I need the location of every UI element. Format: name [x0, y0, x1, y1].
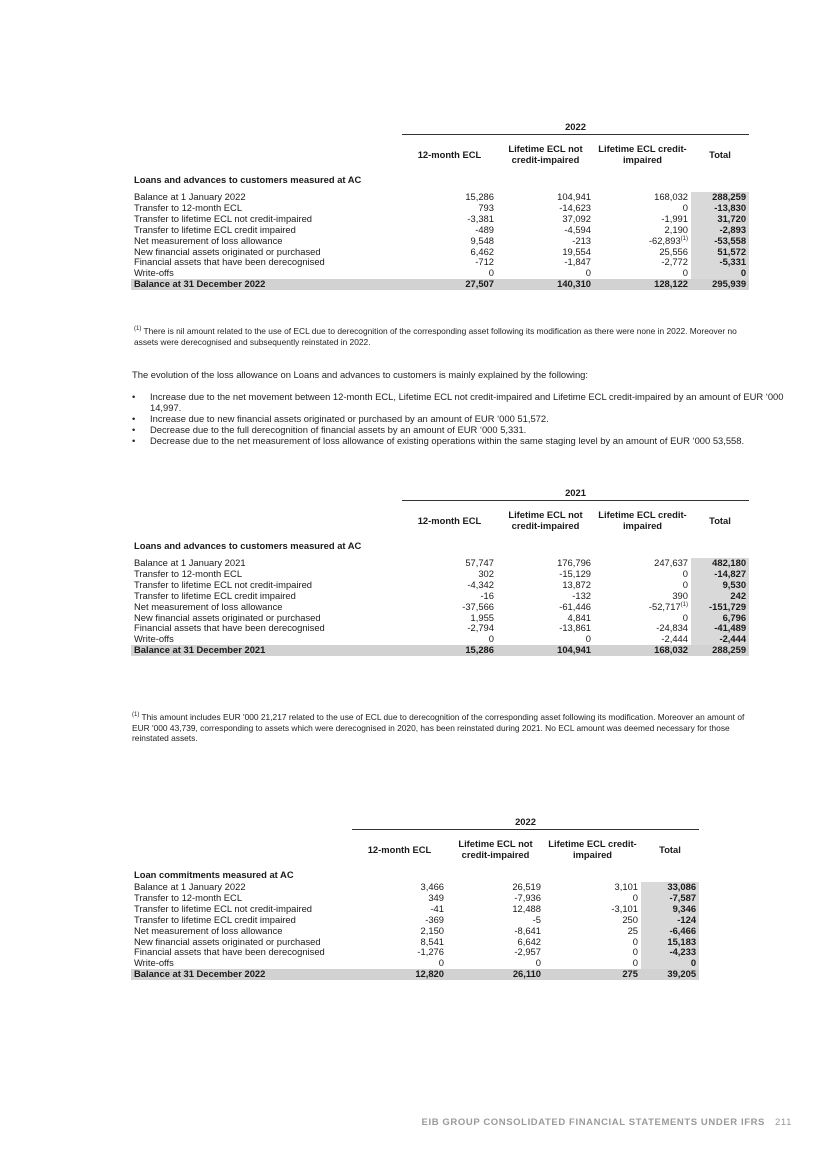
- row-label: New financial assets originated or purchased: [134, 611, 321, 623]
- row-label: Balance at 1 January 2022: [134, 881, 246, 892]
- cell-lt-impaired: -2,772: [661, 256, 688, 268]
- row-label: Balance at 1 January 2021: [134, 557, 246, 568]
- list-item: • Decrease due to the full derecognition of financial assets by an amount of EUR ‘000 5,331.: [132, 424, 787, 435]
- col-header-lifetime-not-impaired: Lifetime ECL not credit-impaired: [458, 838, 533, 860]
- cell-lt-impaired: -2,444: [661, 633, 688, 645]
- cell-lt-not-impaired: -4,594: [564, 223, 591, 235]
- cell-12m: 349: [428, 891, 444, 903]
- cell-total: 295,939: [691, 279, 749, 290]
- cell-lt-not-impaired: 4,841: [567, 611, 591, 623]
- cell-12m: 8,541: [420, 935, 444, 947]
- cell-lt-not-impaired: 26,110: [447, 969, 544, 980]
- col-header-12-month-ecl: 12-month ECL: [417, 148, 482, 160]
- cell-lt-not-impaired: 12,488: [512, 902, 541, 914]
- cell-12m: 0: [488, 267, 494, 279]
- cell-lt-not-impaired: 0: [585, 633, 591, 645]
- cell-total: -2,444: [691, 634, 749, 645]
- row-label: Write-offs: [134, 957, 174, 969]
- table1-footnote: [134, 326, 749, 347]
- cell-total: 39,205: [641, 969, 699, 980]
- cell-total: -2,893: [691, 225, 749, 236]
- list-item: • Increase due to new financial assets originated or purchased by an amount of EUR ‘000 51,572.: [132, 413, 787, 424]
- cell-lt-impaired: 3,101: [614, 881, 638, 892]
- row-label: Transfer to lifetime ECL not credit-impaired: [134, 212, 313, 224]
- cell-lt-impaired: 0: [632, 946, 638, 958]
- cell-total: 288,259: [691, 645, 749, 656]
- cell-lt-not-impaired: -213: [572, 234, 591, 246]
- cell-lt-not-impaired: -8,641: [514, 924, 541, 936]
- cell-total: 9,346: [641, 904, 699, 915]
- col-header-lifetime-impaired: Lifetime ECL credit-impaired: [598, 509, 687, 531]
- cell-12m: -16: [480, 589, 494, 601]
- section-title: Loans and advances to customers measured at AC: [134, 539, 362, 551]
- cell-12m: 6,462: [470, 245, 494, 257]
- cell-lt-not-impaired: -14,623: [559, 201, 591, 213]
- col-header-total: Total: [709, 514, 731, 526]
- cell-total: 31,720: [691, 214, 749, 225]
- cell-total: -4,233: [641, 947, 699, 958]
- cell-12m: -41: [430, 902, 444, 914]
- cell-lt-not-impaired: 6,642: [517, 935, 541, 947]
- cell-lt-impaired: -24,834: [656, 622, 688, 634]
- row-label: Financial assets that have been derecognised: [134, 256, 325, 268]
- row-label: Financial assets that have been derecognised: [134, 946, 325, 958]
- footer-title: EIB GROUP CONSOLIDATED FINANCIAL STATEMENTS UNDER IFRS: [421, 1117, 765, 1128]
- cell-12m: 0: [488, 633, 494, 645]
- table-row: [131, 926, 699, 937]
- list-item: • Decrease due to the net measurement of loss allowance of existing operations within the same staging level by an amount of EUR ‘000 53,558.: [132, 435, 787, 446]
- row-label: Balance at 31 December 2022: [131, 969, 352, 980]
- cell-12m: 302: [478, 567, 494, 579]
- cell-12m: -2,794: [467, 622, 494, 634]
- col-header-total: Total: [659, 843, 681, 855]
- row-label: Write-offs: [134, 633, 174, 645]
- cell-lt-not-impaired: -15,129: [559, 567, 591, 579]
- table-row: [131, 236, 749, 247]
- footnote-text: There is nil amount related to the use of ECL due to derecognition of the corresponding asset following its modification as there were none in 2022. Moreover no assets were derecognised and subsequently reinstated in 2022.: [134, 326, 737, 347]
- cell-value: -52,717: [648, 600, 681, 612]
- cell-lt-impaired: 0: [632, 935, 638, 947]
- balance-row: [131, 969, 699, 980]
- cell-lt-not-impaired: 0: [535, 957, 541, 969]
- cell-total: -5,331: [691, 257, 749, 268]
- balance-row: [131, 279, 749, 290]
- cell-12m: 0: [438, 957, 444, 969]
- cell-lt-not-impaired: 140,310: [497, 279, 594, 290]
- cell-lt-impaired: 0: [632, 891, 638, 903]
- cell-lt-impaired: 390: [672, 589, 688, 601]
- cell-12m: 2,150: [420, 924, 444, 936]
- cell-12m: -1,276: [417, 946, 444, 958]
- cell-lt-not-impaired: 26,519: [512, 881, 541, 892]
- cell-total: 51,572: [691, 247, 749, 258]
- row-label: New financial assets originated or purchased: [134, 935, 321, 947]
- cell-lt-impaired: 0: [682, 567, 688, 579]
- col-header-12-month-ecl: 12-month ECL: [367, 843, 432, 855]
- cell-total: -124: [641, 915, 699, 926]
- evolution-intro: The evolution of the loss allowance on Loans and advances to customers is mainly explained by the following:: [132, 369, 588, 380]
- row-label: Transfer to lifetime ECL not credit-impaired: [134, 578, 313, 590]
- table-row: [131, 623, 749, 634]
- cell-total: -7,587: [641, 893, 699, 904]
- cell-lt-not-impaired: 37,092: [562, 212, 591, 224]
- cell-total: -41,489: [691, 623, 749, 634]
- cell-total: -14,827: [691, 569, 749, 580]
- row-label: Net measurement of loss allowance: [134, 234, 283, 246]
- cell-12m: -712: [475, 256, 494, 268]
- row-label: Transfer to lifetime ECL credit impaired: [134, 913, 296, 925]
- row-label: Transfer to lifetime ECL not credit-impaired: [134, 902, 313, 914]
- table-year-header: 2021: [402, 486, 749, 501]
- cell-total: 242: [691, 591, 749, 602]
- cell-lt-not-impaired: 104,941: [497, 645, 594, 656]
- cell-total: 33,086: [641, 882, 699, 893]
- cell-total: -6,466: [641, 926, 699, 937]
- row-label: Balance at 1 January 2022: [134, 191, 246, 202]
- row-label: Transfer to 12-month ECL: [134, 201, 243, 213]
- cell-lt-impaired: 0: [682, 611, 688, 623]
- cell-lt-not-impaired: -61,446: [559, 600, 591, 612]
- loans-ecl-table-2021: [131, 486, 749, 656]
- cell-total: 0: [691, 268, 749, 279]
- cell-lt-not-impaired: -1,847: [564, 256, 591, 268]
- cell-lt-impaired: 0: [682, 578, 688, 590]
- cell-total: 482,180: [691, 558, 749, 569]
- cell-lt-not-impaired: -7,936: [514, 891, 541, 903]
- cell-lt-not-impaired: 13,872: [562, 578, 591, 590]
- cell-total: -151,729: [691, 602, 749, 613]
- cell-total: 288,259: [691, 192, 749, 203]
- cell-12m: 57,747: [465, 557, 494, 568]
- col-header-total: Total: [709, 148, 731, 160]
- cell-lt-impaired: 0: [632, 957, 638, 969]
- section-title: Loan commitments measured at AC: [134, 868, 294, 880]
- cell-12m: -489: [475, 223, 494, 235]
- col-header-lifetime-impaired: Lifetime ECL credit-impaired: [548, 838, 637, 860]
- row-label: Transfer to lifetime ECL credit impaired: [134, 589, 296, 601]
- page-number: 211: [775, 1117, 792, 1128]
- loan-commitments-ecl-table-2022: [131, 815, 699, 980]
- cell-12m: -3,381: [467, 212, 494, 224]
- row-label: Balance at 31 December 2021: [131, 645, 402, 656]
- table-year-header: 2022: [352, 815, 699, 830]
- row-label: Financial assets that have been derecognised: [134, 622, 325, 634]
- footnote-marker: (1): [132, 712, 140, 719]
- cell-lt-impaired: 168,032: [594, 645, 691, 656]
- cell-lt-not-impaired: -13,861: [559, 622, 591, 634]
- cell-lt-impaired: 168,032: [654, 191, 688, 202]
- col-header-lifetime-impaired: Lifetime ECL credit-impaired: [598, 143, 687, 165]
- cell-12m: 793: [478, 201, 494, 213]
- cell-lt-impaired: 0: [682, 267, 688, 279]
- cell-12m: -37,566: [462, 600, 494, 612]
- row-label: Write-offs: [134, 267, 174, 279]
- footnote-marker: (1): [134, 326, 142, 333]
- col-header-lifetime-not-impaired: Lifetime ECL not credit-impaired: [508, 143, 583, 165]
- cell-12m: 15,286: [402, 645, 497, 656]
- col-header-lifetime-not-impaired: Lifetime ECL not credit-impaired: [508, 509, 583, 531]
- cell-value: -62,893: [648, 234, 681, 246]
- cell-12m: 15,286: [465, 191, 494, 202]
- col-header-12-month-ecl: 12-month ECL: [417, 514, 482, 526]
- cell-lt-impaired: 275: [544, 969, 641, 980]
- cell-lt-not-impaired: 0: [585, 267, 591, 279]
- cell-12m: -4,342: [467, 578, 494, 590]
- cell-lt-impaired: -1,991: [661, 212, 688, 224]
- table-row: [131, 947, 699, 958]
- cell-lt-not-impaired: -5: [532, 913, 541, 925]
- table-row: [131, 257, 749, 268]
- cell-12m: 1,955: [470, 611, 494, 623]
- cell-lt-impaired: [594, 602, 691, 613]
- cell-12m: 12,820: [352, 969, 447, 980]
- cell-lt-not-impaired: 176,796: [557, 557, 591, 568]
- cell-lt-impaired: 250: [622, 913, 638, 925]
- cell-lt-impaired: 0: [682, 201, 688, 213]
- footnote-text: This amount includes EUR '000 21,217 related to the use of ECL due to derecognition of the corresponding asset following its modification. Moreover an amount of EUR '000 43,739, corresponding to assets which were derecognised in 2020, has been reinstated during 2021. No ECL amount was deemed necessary for those reinstated assets.: [132, 712, 745, 743]
- cell-lt-impaired: -3,101: [611, 902, 638, 914]
- cell-total: -13,830: [691, 203, 749, 214]
- cell-lt-not-impaired: 104,941: [557, 191, 591, 202]
- table-row: [131, 915, 699, 926]
- row-label: Transfer to 12-month ECL: [134, 567, 243, 579]
- table2-footnote: [132, 712, 749, 744]
- row-label: New financial assets originated or purchased: [134, 245, 321, 257]
- cell-total: 0: [641, 958, 699, 969]
- cell-lt-not-impaired: -2,957: [514, 946, 541, 958]
- cell-lt-impaired: [594, 236, 691, 247]
- cell-12m: 9,548: [470, 234, 494, 246]
- row-label: Balance at 31 December 2022: [131, 279, 402, 290]
- cell-total: -53,558: [691, 236, 749, 247]
- list-item: • Increase due to the net movement between 12-month ECL, Lifetime ECL not credit-impaired and Lifetime ECL credit-impaired by an amount of EUR ‘000 14,997.: [132, 391, 787, 413]
- cell-lt-impaired: 25: [627, 924, 638, 936]
- cell-12m: -369: [425, 913, 444, 925]
- cell-lt-impaired: 128,122: [594, 279, 691, 290]
- cell-12m: 27,507: [402, 279, 497, 290]
- row-label: Transfer to 12-month ECL: [134, 891, 243, 903]
- balance-row: [131, 645, 749, 656]
- cell-lt-impaired: 2,190: [664, 223, 688, 235]
- loans-ecl-table-2022: [131, 120, 749, 290]
- evolution-bullets: [132, 391, 787, 446]
- row-label: Transfer to lifetime ECL credit impaired: [134, 223, 296, 235]
- footnote-marker: (1): [680, 235, 688, 242]
- row-label: Net measurement of loss allowance: [134, 600, 283, 612]
- cell-lt-impaired: 247,637: [654, 557, 688, 568]
- table-year-header: 2022: [402, 120, 749, 135]
- section-title: Loans and advances to customers measured at AC: [134, 173, 362, 185]
- cell-lt-impaired: 25,556: [659, 245, 688, 257]
- cell-total: 6,796: [691, 613, 749, 624]
- footnote-marker: (1): [680, 601, 688, 608]
- table-row: [131, 602, 749, 613]
- cell-lt-not-impaired: 19,554: [562, 245, 591, 257]
- cell-total: 15,183: [641, 937, 699, 948]
- cell-12m: 3,466: [420, 881, 444, 892]
- cell-total: 9,530: [691, 580, 749, 591]
- cell-lt-not-impaired: -132: [572, 589, 591, 601]
- row-label: Net measurement of loss allowance: [134, 924, 283, 936]
